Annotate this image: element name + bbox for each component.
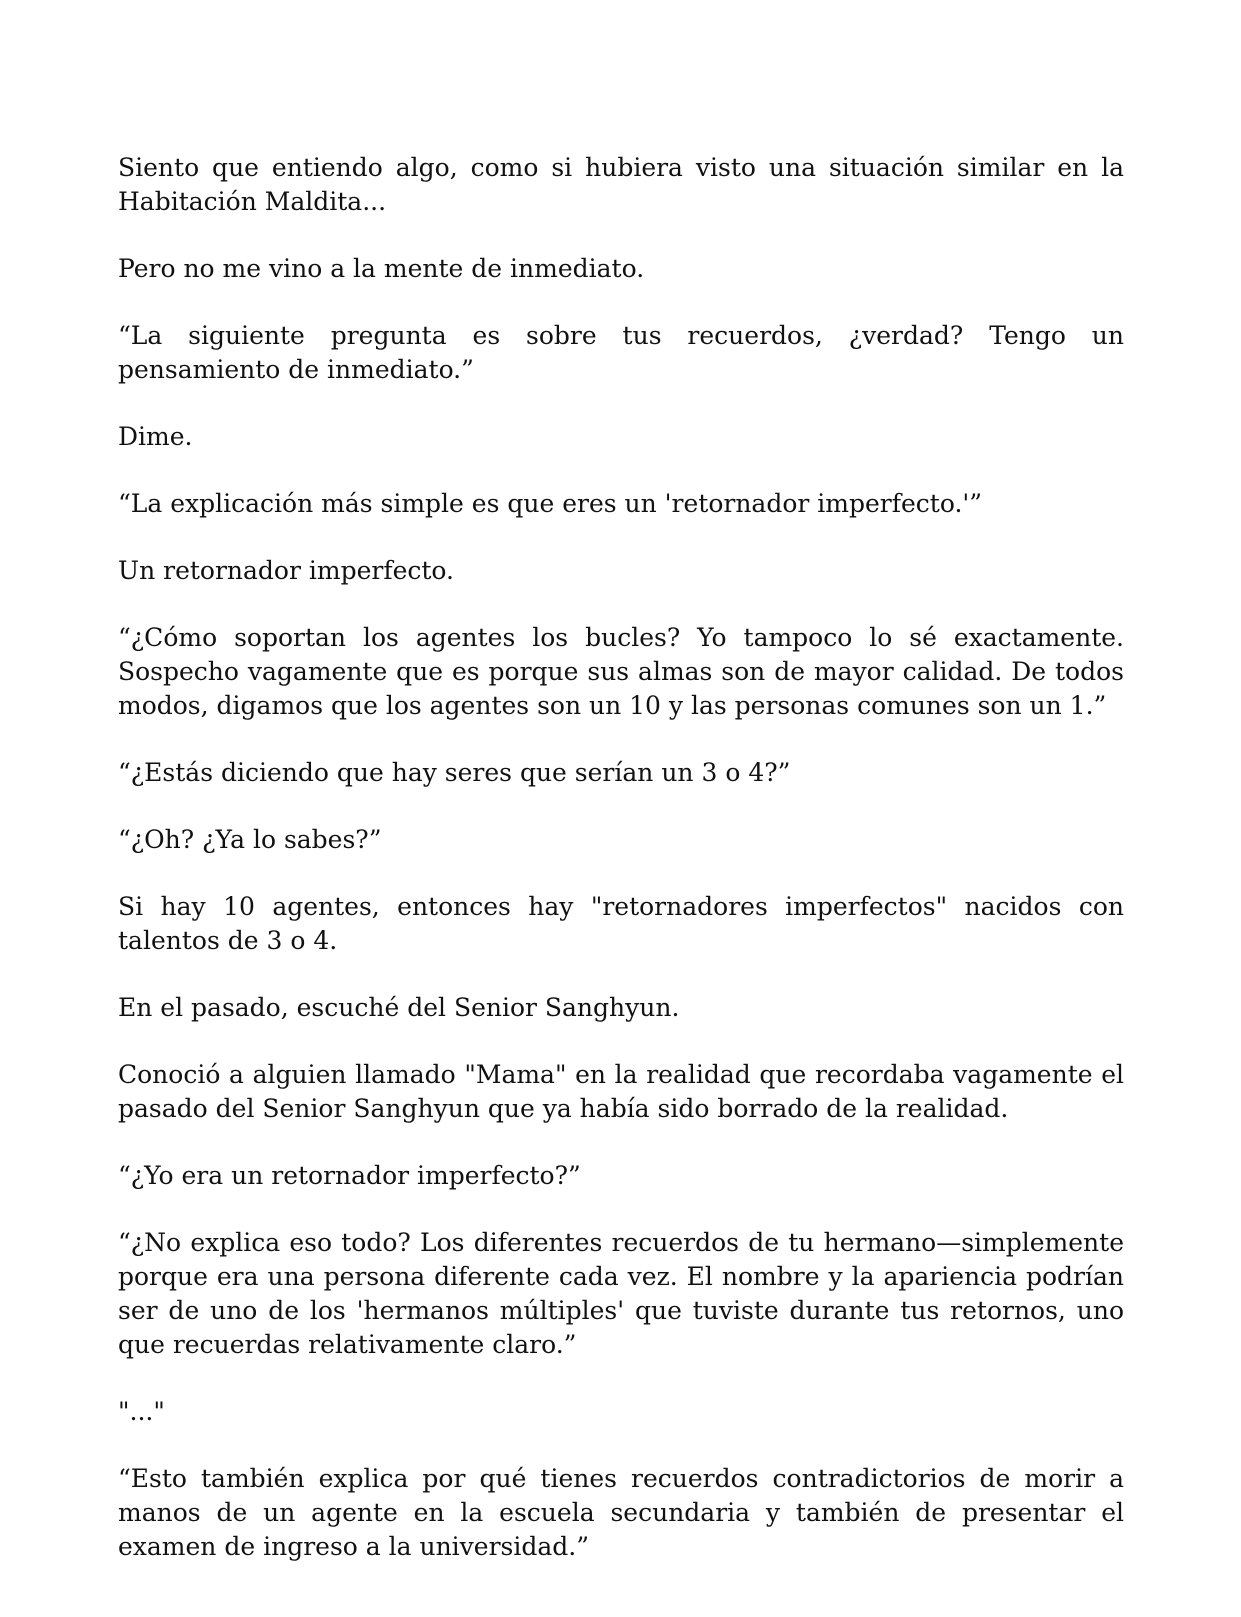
paragraph: “La explicación más simple es que eres un 'retornador imperfecto.'” xyxy=(118,489,983,518)
paragraph: “¿Estás diciendo que hay seres que serían un 3 o 4?” xyxy=(118,758,791,787)
paragraph: Siento que entiendo algo, como si hubiera visto una situación similar en la Habitación Maldita... xyxy=(118,153,1124,216)
paragraph: Conoció a alguien llamado "Mama" en la realidad que recordaba vagamente el pasado del Senior Sanghyun que ya había sido borrado de la realidad. xyxy=(118,1060,1124,1123)
paragraph: Un retornador imperfecto. xyxy=(118,556,454,585)
paragraph: “¿Oh? ¿Ya lo sabes?” xyxy=(118,825,382,854)
paragraph: En el pasado, escuché del Senior Sanghyun. xyxy=(118,993,680,1022)
paragraph: “Esto también explica por qué tienes recuerdos contradictorios de morir a manos de un agente en la escuela secundaria y también de presentar el examen de ingreso a la universidad.” xyxy=(118,1464,1124,1561)
paragraph: "..." xyxy=(118,1397,165,1426)
paragraph: “¿No explica eso todo? Los diferentes recuerdos de tu hermano—simplemente porque era una persona diferente cada vez. El nombre y la apariencia podrían ser de uno de los 'hermanos múltiples' que tuviste durante tus retornos, uno que recuerdas relativamente claro.” xyxy=(118,1228,1124,1359)
paragraph: “¿Cómo soportan los agentes los bucles? Yo tampoco lo sé exactamente. Sospecho vagamente que es porque sus almas son de mayor calidad. De todos modos, digamos que los agentes son un 10 y las personas comunes son un 1.” xyxy=(118,623,1124,720)
text-column xyxy=(118,151,1124,1597)
paragraph: Pero no me vino a la mente de inmediato. xyxy=(118,254,645,283)
paragraph: Si hay 10 agentes, entonces hay "retornadores imperfectos" nacidos con talentos de 3 o 4. xyxy=(118,892,1124,955)
paragraph: Dime. xyxy=(118,422,193,451)
paragraph: “La siguiente pregunta es sobre tus recuerdos, ¿verdad? Tengo un pensamiento de inmediato.” xyxy=(118,321,1124,384)
paragraph: “¿Yo era un retornador imperfecto?” xyxy=(118,1161,581,1190)
